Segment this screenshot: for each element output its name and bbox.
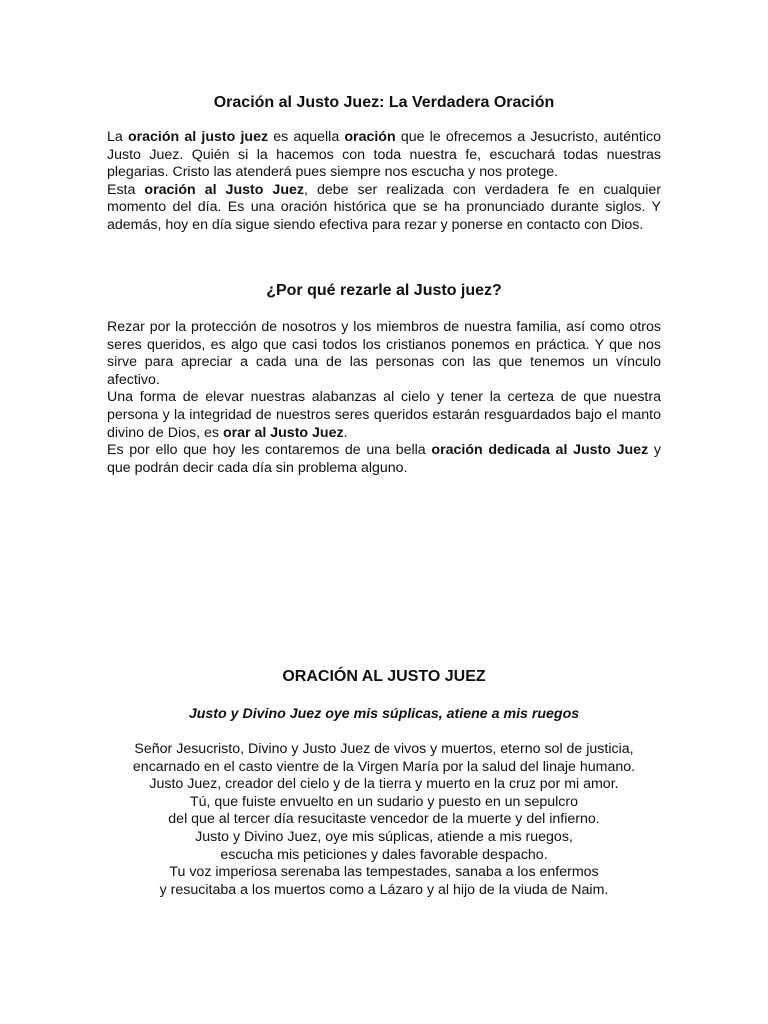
- text-run: y que podrán decir cada día sin problema alguno.: [107, 442, 661, 476]
- prayer-title: ORACIÓN AL JUSTO JUEZ: [282, 668, 486, 685]
- prayer-line: Tu voz imperiosa serenaba las tempestades, sanaba a los enfermos: [169, 864, 599, 881]
- page-title: Oración al Justo Juez: La Verdadera Oración: [213, 94, 555, 111]
- text-run: , debe ser realizada con verdadera fe en cualquier momento del día. Es una oración histórica que se ha pronunciado durante siglos. Y además, hoy en día sigue siendo efectiva para rezar y ponerse en contacto con Dios.: [107, 181, 661, 233]
- why-pray-section: [107, 319, 661, 477]
- section-heading-why-pray: ¿Por qué rezarle al Justo juez?: [266, 282, 502, 299]
- text-run: Esta: [107, 181, 145, 198]
- prayer-line: y resucitaba a los muertos como a Lázaro y al hijo de la viuda de Naim.: [159, 881, 609, 898]
- bold-text-run: oración al Justo Juez: [144, 181, 304, 198]
- bold-text-run: orar al Justo Juez: [222, 424, 344, 441]
- why-pray-paragraph-1: Rezar por la protección de nosotros y los miembros de nuestra familia, así como otros seres queridos, es algo que casi todos los cristianos ponemos en práctica. Y que nos sirve para apreciar a cada una de las personas con las que tenemos un vínculo afectivo.: [107, 319, 661, 388]
- prayer-line: Señor Jesucristo, Divino y Justo Juez de vivos y muertos, eterno sol de justicia,: [134, 741, 634, 757]
- bold-text-run: oración al justo juez: [127, 129, 269, 145]
- intro-section: [107, 129, 661, 235]
- text-run: Es por ello que hoy les contaremos de una bella: [107, 442, 432, 459]
- text-run: que le ofrecemos a Jesucristo, auténtico Justo Juez. Quién si la hacemos con toda nuestra fe, escuchará todas nuestras plegarias. Cristo las atenderá pues siempre nos escucha y nos protege.: [107, 129, 661, 181]
- prayer-subtitle: Justo y Divino Juez oye mis súplicas, atiene a mis ruegos: [188, 706, 580, 722]
- text-run: Una forma de elevar nuestras alabanzas al cielo y tener la certeza de que nuestra persona y la integridad de nuestros seres queridos estarán resguardados bajo el manto divino de Dios, es: [107, 389, 661, 441]
- prayer-line: del que al tercer día resucitaste vencedor de la muerte y del infierno.: [168, 811, 600, 828]
- text-run: .: [343, 424, 348, 441]
- why-pray-paragraph-3: [107, 442, 661, 477]
- bold-text-run: oración dedicada al Justo Juez: [431, 442, 649, 459]
- prayer-line: Tú, que fuiste envuelto en un sudario y puesto en un sepulcro: [189, 793, 579, 810]
- prayer-text: [107, 741, 661, 899]
- text-run: es aquella: [268, 129, 345, 145]
- prayer-line: encarnado en el casto vientre de la Virgen María por la salud del linaje humano.: [132, 758, 636, 775]
- text-run: La: [107, 129, 128, 145]
- prayer-line: Justo y Divino Juez, oye mis súplicas, atiende a mis ruegos,: [195, 828, 573, 845]
- prayer-line: escucha mis peticiones y dales favorable despacho.: [220, 846, 548, 863]
- why-pray-paragraph-2: [107, 389, 661, 442]
- intro-paragraph-1: [107, 129, 661, 182]
- prayer-line: Justo Juez, creador del cielo y de la tierra y muerto en la cruz por mi amor.: [149, 776, 619, 793]
- bold-text-run: oración: [344, 129, 396, 145]
- intro-paragraph-2: [107, 182, 661, 235]
